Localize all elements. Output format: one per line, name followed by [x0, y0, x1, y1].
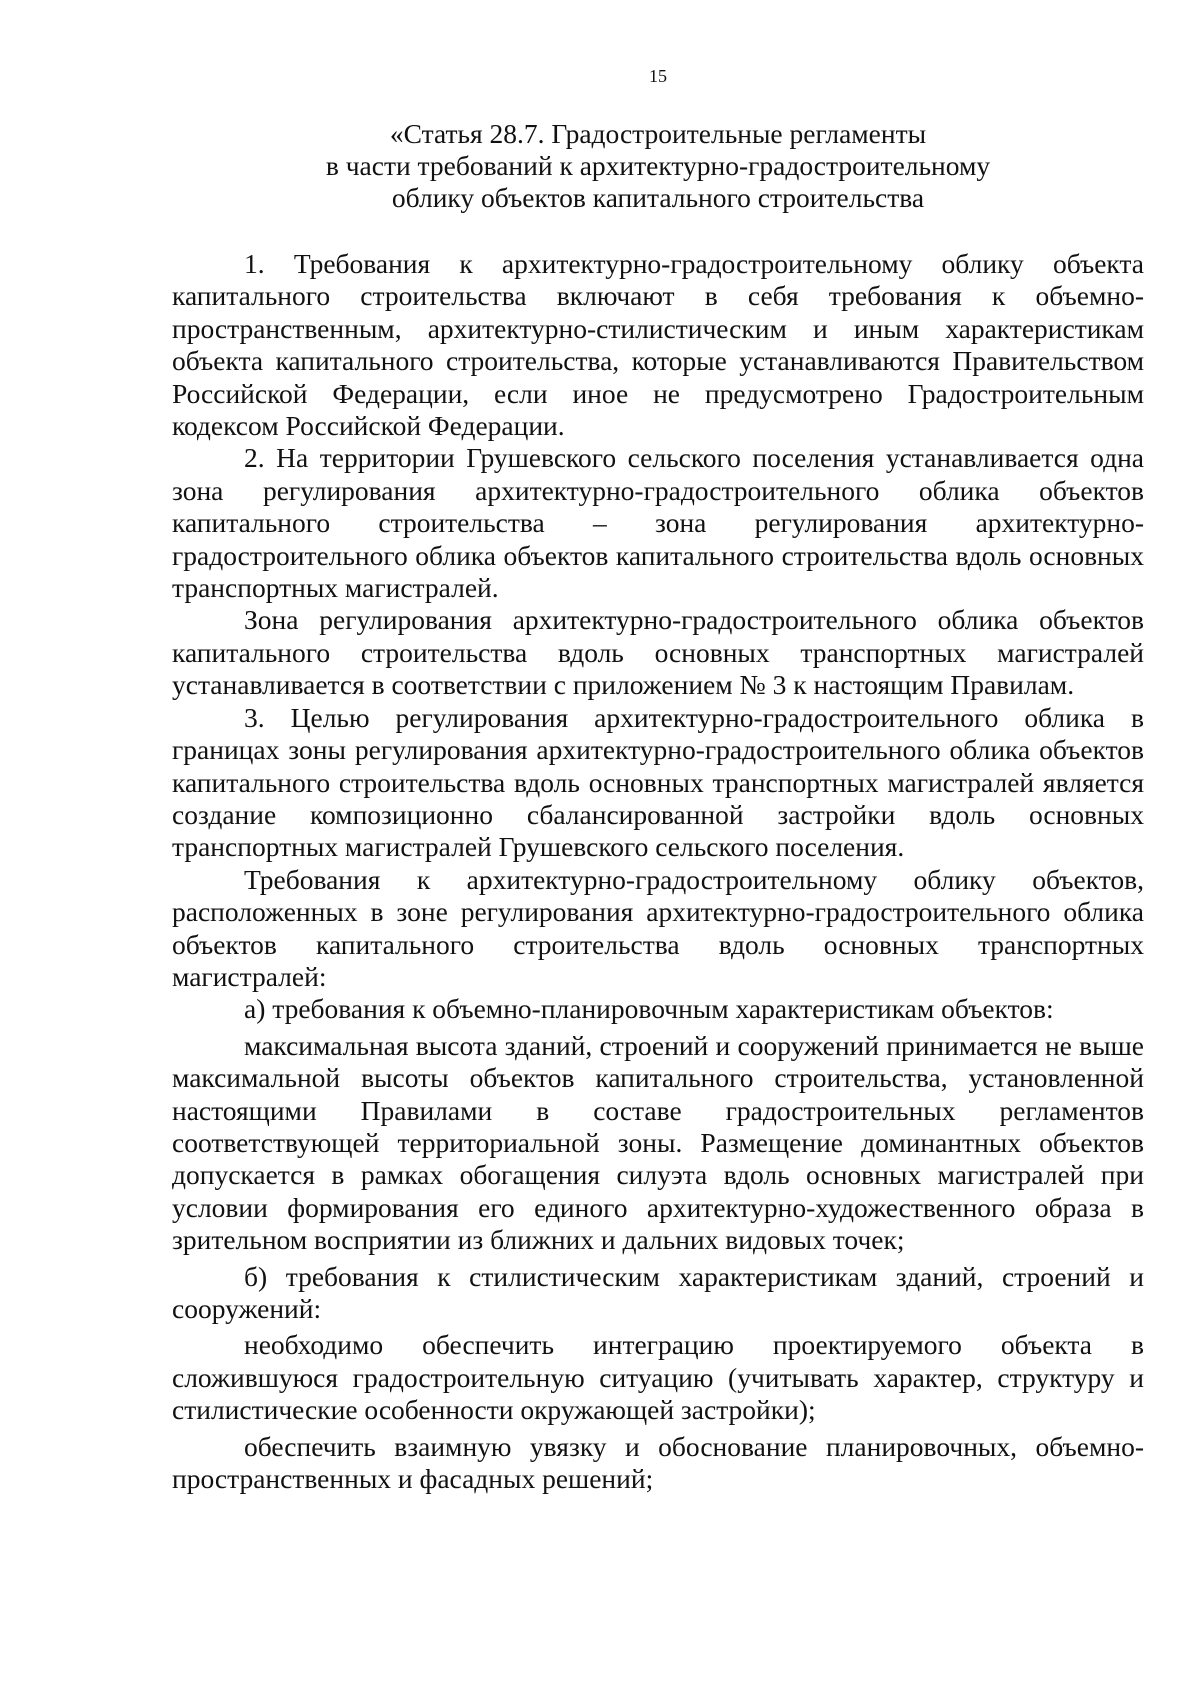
article-body [172, 248, 1144, 1495]
paragraph-2: 2. На территории Грушевского сельского поселения устанавливается одна зона регулирования архитектурно-градостроительного облика объектов капитального строительства – зона регулирования архитектурно-градостроительного облика объектов капитального строительства вдоль основных транспортных магистралей. [172, 442, 1144, 604]
paragraph-6: а) требования к объемно-планировочным характеристикам объектов: [244, 993, 1054, 1025]
paragraph-1: 1. Требования к архитектурно-градостроительному облику объекта капитального строительства включают в себя требования к объемно-пространственным, архитектурно-стилистическим и иным характеристикам объекта капитального строительства, которые устанавливаются Правительством Российской Федерации, если иное не предусмотрено Градостроительным кодексом Российской Федерации. [172, 248, 1144, 442]
article-title-line-3: облику объектов капитального строительства [391, 182, 925, 213]
paragraph-9: необходимо обеспечить интеграцию проектируемого объекта в сложившуюся градостроительную ситуацию (учитывать характер, структуру и стилистические особенности окружающей застройки); [172, 1329, 1144, 1426]
paragraph-8: б) требования к стилистическим характеристикам зданий, строений и сооружений: [172, 1260, 1144, 1324]
article-title-line-1: «Статья 28.7. Градостроительные регламенты [389, 118, 927, 149]
paragraph-7: максимальная высота зданий, строений и сооружений принимается не выше максимальной высоты объектов капитального строительства, установленной настоящими Правилами в составе градостроительных регламентов соответствующей территориальной зоны. Размещение доминантных объектов допускается в рамках обогащения силуэта вдоль основных магистралей при условии формирования его единого архитектурно-художественного образа в зрительном восприятии из ближних и дальних видовых точек; [172, 1029, 1144, 1256]
article-title [172, 118, 1144, 214]
paragraph-5: Требования к архитектурно-градостроительному облику объектов, расположенных в зоне регулирования архитектурно-градостроительного облика объектов капитального строительства вдоль основных транспортных магистралей: [172, 863, 1144, 992]
page-number: 15 [649, 66, 667, 86]
paragraph-4: 3. Целью регулирования архитектурно-градостроительного облика в границах зоны регулирования архитектурно-градостроительного облика объектов капитального строительства вдоль основных транспортных магистралей является создание композиционно сбалансированной застройки вдоль основных транспортных магистралей Грушевского сельского поселения. [172, 701, 1144, 863]
article-title-line-2: в части требований к архитектурно-градостроительному [325, 150, 991, 181]
paragraph-3: Зона регулирования архитектурно-градостроительного облика объектов капитального строительства вдоль основных транспортных магистралей устанавливается в соответствии с приложением № 3 к настоящим Правилам. [172, 604, 1144, 701]
paragraph-10: обеспечить взаимную увязку и обоснование планировочных, объемно-пространственных и фасадных решений; [172, 1430, 1144, 1495]
